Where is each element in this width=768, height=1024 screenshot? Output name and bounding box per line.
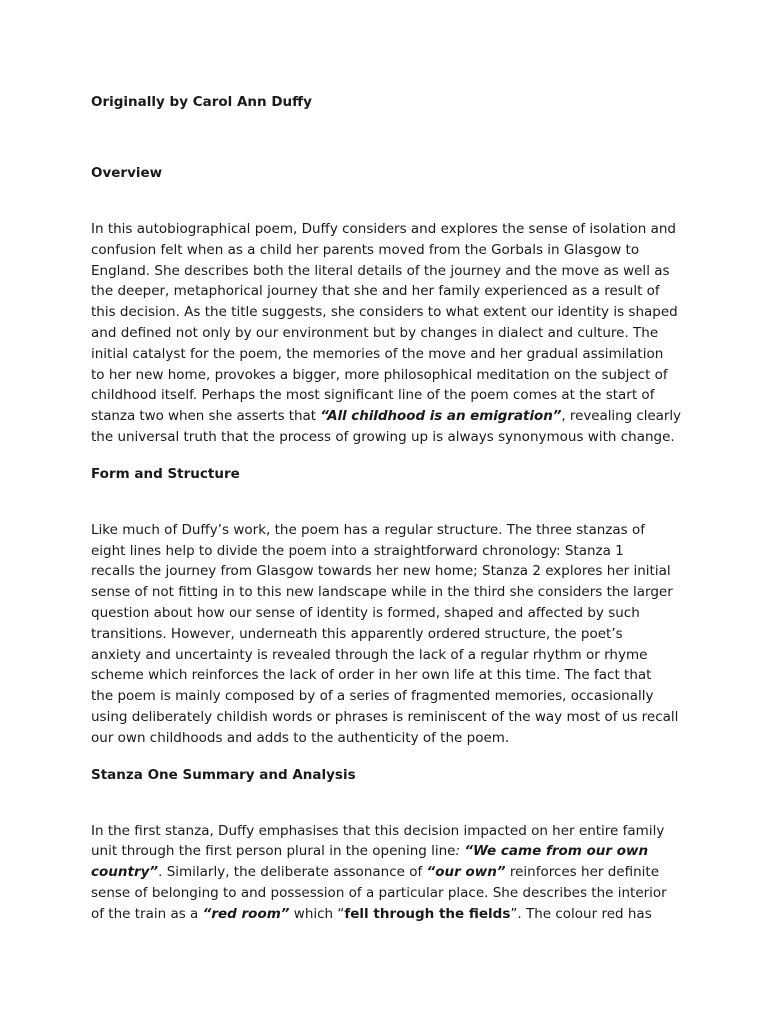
paragraph-line: childhood itself. Perhaps the most significant line of the poem comes at the start of — [91, 387, 655, 404]
text-run: reinforces her definite — [505, 864, 659, 881]
text-run: : — [455, 843, 465, 860]
paragraph-line: scheme which reinforces the lack of order in her own life at this time. The fact that — [91, 667, 652, 684]
paragraph-line: this decision. As the title suggests, she considers to what extent our identity is shaped — [91, 304, 678, 321]
paragraph-line: our own childhoods and adds to the authenticity of the poem. — [91, 729, 510, 746]
quote-emphasis: “red room” — [202, 905, 290, 922]
form-paragraph — [91, 520, 681, 749]
paragraph-line: to her new home, provokes a bigger, more philosophical meditation on the subject of — [91, 366, 668, 383]
paragraph-line: using deliberately childish words or phrases is reminiscent of the way most of us recall — [91, 708, 679, 725]
section-heading-stanza-one: Stanza One Summary and Analysis — [91, 766, 356, 783]
paragraph-line: In the first stanza, Duffy emphasises that this decision impacted on her entire family — [91, 822, 665, 839]
stanza-one-paragraph — [91, 821, 681, 925]
quote-emphasis: “All childhood is an emigration” — [320, 408, 562, 425]
text-run: . Similarly, the deliberate assonance of — [158, 864, 427, 881]
document-title: Originally by Carol Ann Duffy — [91, 94, 312, 110]
paragraph-line: sense of not fitting in to this new landscape while in the third she considers the larger — [91, 584, 673, 601]
text-run: ”. The colour red has — [510, 905, 652, 922]
text-run: stanza two when she asserts that — [91, 408, 321, 425]
paragraph-line: transitions. However, underneath this apparently ordered structure, the poet’s — [91, 625, 623, 642]
section-heading-overview: Overview — [91, 165, 163, 181]
paragraph-line — [91, 406, 681, 427]
paragraph-line: England. She describes both the literal details of the journey and the move as well as — [91, 262, 670, 279]
paragraph-line: the poem is mainly composed by of a series of fragmented memories, occasionally — [91, 688, 654, 705]
text-run: unit through the first person plural in the opening line — [91, 843, 456, 860]
paragraph-line: and defined not only by our environment but by changes in dialect and culture. The — [91, 324, 659, 341]
paragraph-line: anxiety and uncertainty is revealed through the lack of a regular rhythm or rhyme — [91, 646, 648, 663]
paragraph-line: sense of belonging to and possession of a particular place. She describes the interior — [91, 884, 667, 901]
quote-emphasis: “We came from our own — [464, 843, 649, 860]
document-page — [91, 92, 681, 925]
paragraph-line — [91, 904, 681, 925]
text-run: which “ — [289, 905, 345, 922]
overview-paragraph — [91, 219, 681, 448]
paragraph-line — [91, 862, 681, 883]
quote-emphasis: “our own” — [426, 864, 506, 881]
section-heading-form: Form and Structure — [91, 465, 240, 482]
paragraph-line: question about how our sense of identity is formed, shaped and affected by such — [91, 604, 640, 621]
paragraph-line: the deeper, metaphorical journey that she and her family experienced as a result of — [91, 283, 660, 300]
text-run: of the train as a — [91, 905, 203, 922]
paragraph-line: recalls the journey from Glasgow towards her new home; Stanza 2 explores her initial — [91, 563, 671, 580]
paragraph-line — [91, 841, 681, 862]
paragraph-line: confusion felt when as a child her parents moved from the Gorbals in Glasgow to — [91, 241, 640, 258]
paragraph-line: the universal truth that the process of growing up is always synonymous with change. — [91, 428, 675, 445]
bold-emphasis: fell through the fields — [344, 905, 511, 922]
paragraph-line: eight lines help to divide the poem into a straightforward chronology: Stanza 1 — [91, 542, 624, 559]
paragraph-line: In this autobiographical poem, Duffy considers and explores the sense of isolation and — [91, 221, 676, 237]
paragraph-line: Like much of Duffy’s work, the poem has a regular structure. The three stanzas of — [91, 521, 645, 538]
text-run: , revealing clearly — [561, 408, 681, 425]
paragraph-line: initial catalyst for the poem, the memories of the move and her gradual assimilation — [91, 345, 664, 362]
quote-emphasis: country” — [91, 864, 159, 881]
